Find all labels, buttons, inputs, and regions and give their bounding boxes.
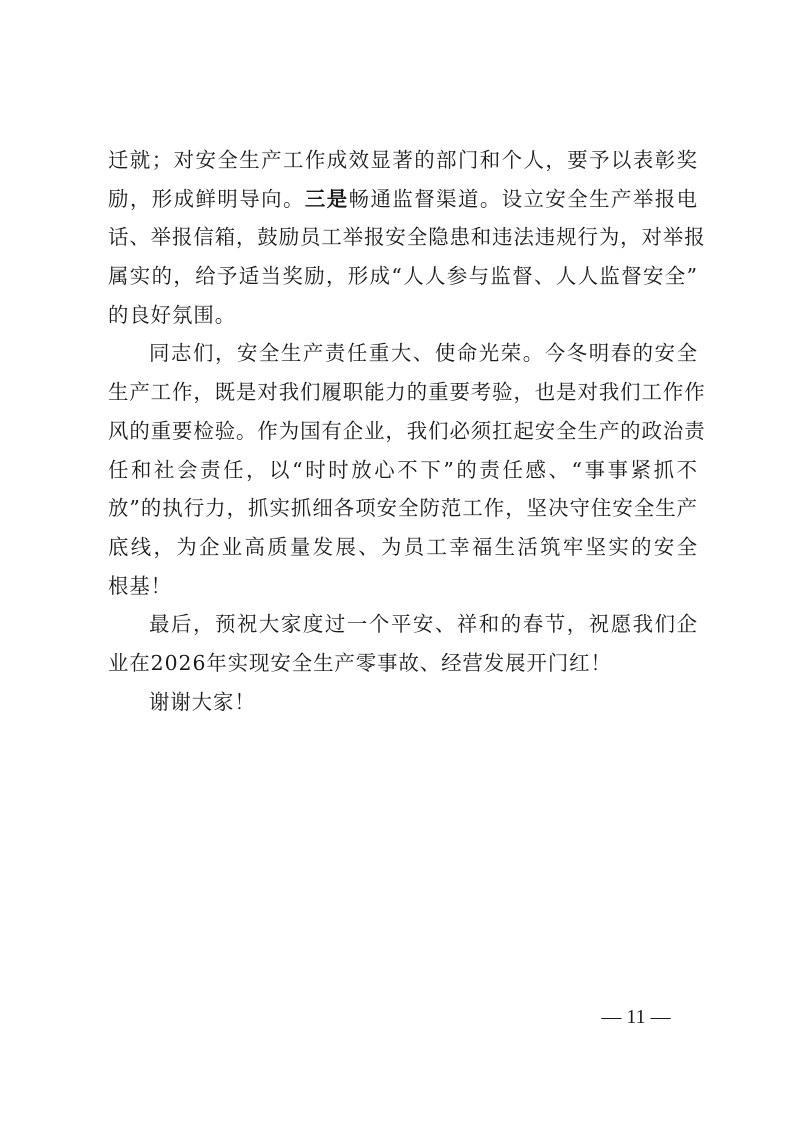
body-text [108, 141, 706, 721]
text-line: 业在2026年实现安全生产零事故、经营发展开门红！ [108, 650, 612, 675]
text-line: 任和社会责任，以“时时放心不下”的责任感、“事事紧抓不 [108, 457, 698, 482]
text-line: 属实的，给予适当奖励，形成“人人参与监督、人人监督安全” [108, 264, 698, 289]
text-line [108, 180, 698, 219]
text-line: 同志们，安全生产责任重大、使命光荣。今冬明春的安全 [149, 341, 698, 366]
text-line: 风的重要检验。作为国有企业，我们必须扛起安全生产的政治责 [108, 418, 706, 443]
text-line: 底线，为企业高质量发展、为员工幸福生活筑牢坚实的安全 [108, 534, 698, 559]
text-line: 最后，预祝大家度过一个平安、祥和的春节，祝愿我们企 [149, 612, 698, 637]
text-segment: 励，形成鲜明导向。 [108, 186, 305, 211]
text-line: 迁就；对安全生产工作成效显著的部门和个人，要予以表彰奖 [108, 148, 698, 172]
text-segment: 畅通监督渠道。设立安全生产举报电 [348, 186, 698, 211]
text-line: 的良好氛围。 [108, 302, 237, 327]
text-line: 放”的执行力，抓实抓细各项安全防范工作，坚决守住安全生产 [108, 496, 698, 521]
text-line: 生产工作，既是对我们履职能力的重要考验，也是对我们工作作 [108, 380, 706, 405]
text-line: 话、举报信箱，鼓励员工举报安全隐患和违法违规行为，对举报 [108, 225, 706, 250]
text-line: 谢谢大家！ [149, 689, 256, 714]
emphasis-text: 三是 [304, 186, 349, 211]
text-line: 根基！ [108, 573, 173, 598]
page-number: — 11 — [601, 1006, 671, 1028]
